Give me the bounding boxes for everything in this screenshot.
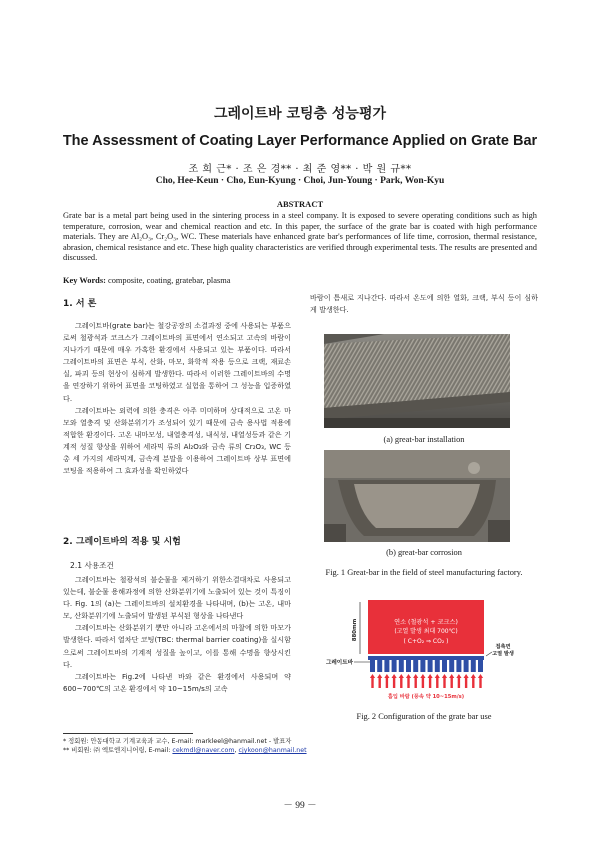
air-arrow-icon xyxy=(384,674,389,688)
footnote-1: * 정회원: 안동대학교 기계교육과 교수, E-mail: markleel@hanmail.net - 발표자 xyxy=(63,738,292,745)
figure-2-diagram xyxy=(326,598,526,702)
air-arrow-icon xyxy=(399,674,404,688)
page-number: － 99 － xyxy=(283,801,317,811)
air-arrow-icon xyxy=(464,674,469,688)
keywords-list: composite, coating, gratebar, plasma xyxy=(105,276,231,285)
grate-bar-tooth xyxy=(420,660,425,672)
grate-bar-tooth xyxy=(392,660,397,672)
air-arrow-icon xyxy=(478,674,483,688)
paper-title-english: The Assessment of Coating Layer Performance Applied on Grate Bar xyxy=(62,133,538,149)
air-arrow-icon xyxy=(392,674,397,688)
paper-title-korean: 그레이트바 코팅층 성능평가 xyxy=(213,106,387,122)
footnotes xyxy=(63,737,537,755)
air-arrow-icon xyxy=(435,674,440,688)
section-2-1-body xyxy=(63,574,291,695)
air-arrow-icon xyxy=(442,674,447,688)
grate-bar-corrosion-image xyxy=(324,450,510,542)
section-1-paragraph-1: 그레이트바(grate bar)는 철강공장의 소결과정 중에 사용되는 부품으로써 철광석과 코크스가 그레이트바의 표면에서 연소되고 고속의 바람이 지나가기 때문에 매우 가혹한 환경에서 사용되고 있는 부품이다. 따라서 그레이트바의 표면은 부식, 산화, 마모, 화학적 작용 등으로 크랙, 재료손실, 파괴 등의 현상이 심하게 발생한다. 따라서 이러한 그레이트바의 수명을 연장하기 위하여 표면을 코팅하였고 실험을 통하여 그 성능을 입증하였다. xyxy=(63,321,291,403)
section-1-body xyxy=(63,320,291,477)
footnote-divider xyxy=(63,733,193,734)
combustion-formula: ( C+O₂ ⇒ CO₂ ) xyxy=(403,638,449,645)
footnote-2-prefix: ** 비회원: ㈜ 엑토엔지니어링, E-mail: xyxy=(63,747,173,754)
air-arrow-icon xyxy=(406,674,411,688)
gratebar-label: 그레이트바 xyxy=(326,660,354,666)
email-link-1[interactable]: cekmdl@naver.com xyxy=(172,747,235,754)
air-arrow-icon xyxy=(456,674,461,688)
grate-bar-tooth xyxy=(413,660,418,672)
grate-bar-tooth xyxy=(471,660,476,672)
photo-grate-bar-corrosion xyxy=(324,450,510,542)
section-1-heading: 1. 서 론 xyxy=(63,299,97,309)
keywords-label: Key Words: xyxy=(63,276,106,285)
authors-korean: 조 희 근* · 조 은 경** · 최 준 영** · 박 원 규** xyxy=(188,164,412,175)
grate-bar-tooth xyxy=(442,660,447,672)
air-arrow-icon xyxy=(413,674,418,688)
footnote-2 xyxy=(63,746,537,755)
section-2-1-paragraph-2: 그레이트바는 산화분위기 뿐만 아니라 고온에서의 마찰에 의한 마모가 발생한다. 따라서 열차단 코팅(TBC: thermal barrier coating)을 실시함으로써 그레이트바의 기계적 성질을 높이고, 이를 통해 수명을 향상시킨다. xyxy=(63,623,291,669)
air-flow-label: 흡입 바람 (풍속 약 10~15m/s) xyxy=(387,694,465,700)
grate-bar-tooth xyxy=(464,660,469,672)
air-arrow-icon xyxy=(471,674,476,688)
combustion-title: 연소 (철광석 + 코크스) xyxy=(394,619,458,626)
grate-bar-tooth xyxy=(428,660,433,672)
air-arrow-icon xyxy=(377,674,382,688)
contact-label-line-2: 고열 발생 xyxy=(492,651,514,657)
grate-bar-tooth xyxy=(456,660,461,672)
right-paragraph: 바람이 틈새로 지나간다. 따라서 온도에 의한 열화, 크랙, 부식 등이 심하게 발생한다. xyxy=(310,293,538,315)
abstract-text: Grate bar is a metal part being used in the sintering process in a steel company. It is exposed to severe operating conditions such as high temperature, corrosion, wear and chemical reaction and etc. In this paper, the surface of the grate bar is coated with high performance materials. They are Al₂O₃, Cr₂O₃, WC. These materials have enhanced grate bar's performances of life time, corrosion, thermal resistance, abrasion, chemical resistance and etc. These high quality characteristics are verified through experimental tests. The results are presented and discussed. xyxy=(63,211,537,263)
grate-bars-row xyxy=(370,660,483,672)
air-arrows-row xyxy=(370,674,483,688)
air-arrow-icon xyxy=(428,674,433,688)
grate-bar-tooth xyxy=(370,660,375,672)
height-label: 880mm xyxy=(352,618,358,642)
grate-bar-configuration-diagram xyxy=(326,598,526,702)
photo-grate-bar-installation xyxy=(324,334,510,428)
section-2-1-paragraph-1: 그레이트바는 철광석의 불순물을 제거하기 위한소결대차로 사용되고 있는데, 불순물 용해과정에 의한 산화분위기에 노출되어 있는 것이 특징이다. Fig. 1의 (a)는 그레이트바의 설치환경을 나타내며, (b)는 고온, 내마모, 산화분위기에 노출되어 발생된 부식된 형상을 나타낸다 xyxy=(63,575,291,621)
grate-bar-tooth xyxy=(377,660,382,672)
email-link-2[interactable]: cjykoon@hanmail.net xyxy=(238,747,307,754)
grate-bar-tooth xyxy=(478,660,483,672)
keywords xyxy=(63,276,537,285)
abstract-heading: ABSTRACT xyxy=(276,199,324,209)
right-column-text xyxy=(310,292,538,316)
section-2-1-paragraph-3: 그레이트바는 Fig.2에 나타낸 바와 같은 환경에서 사용되며 약 600~700℃의 고온 환경에서 약 10~15m/s의 고속 xyxy=(63,671,291,693)
grate-bar-tooth xyxy=(384,660,389,672)
grate-bar-tooth xyxy=(406,660,411,672)
contact-label-line-1: 접촉면 xyxy=(495,644,511,650)
section-2-1-heading: 2.1 사용조건 xyxy=(70,561,114,570)
section-2-heading: 2. 그레이트바의 적용 및 시험 xyxy=(63,537,181,547)
air-arrow-icon xyxy=(420,674,425,688)
air-arrow-icon xyxy=(370,674,375,688)
grate-bar-tooth xyxy=(449,660,454,672)
combustion-subtitle: (고열 발생 최대 700℃) xyxy=(394,628,458,635)
air-arrow-icon xyxy=(449,674,454,688)
footnote-2-separator: , xyxy=(234,747,239,754)
figure-2-caption: Fig. 2 Configuration of the grate bar use xyxy=(356,712,492,721)
grate-bar-tooth xyxy=(399,660,404,672)
figure-1a-caption: (a) great-bar installation xyxy=(383,435,465,444)
grate-bar-installation-image xyxy=(324,334,510,428)
figure-1-caption: Fig. 1 Great-bar in the field of steel manufacturing factory. xyxy=(325,568,523,577)
grate-bar-tooth xyxy=(435,660,440,672)
combustion-zone xyxy=(368,600,484,654)
authors-english: Cho, Hee-Keun · Cho, Eun-Kyung · Choi, Jun-Young · Park, Won-Kyu xyxy=(155,176,445,186)
section-1-paragraph-2: 그레이트바는 외력에 의한 충격은 아주 미미하며 상대적으로 고온 마모와 열충격 및 산화분위기가 조성되어 있기 때문에 금속 용사법 적용에 적합한 환경이다. 고온 내마모성, 내열충격성, 내식성, 내열성등과 같은 기계적 성질 향상을 위하여 세라믹 류의 Al₂O₃와 금속 류의 Cr₂O₃, WC 등 총 세 가지의 세라믹계, 금속계 분말을 이용하여 그레이트바 상부 표면에 코팅을 적용하여 그 효과성을 확인하였다 xyxy=(63,405,291,476)
figure-1b-caption: (b) great-bar corrosion xyxy=(386,548,462,557)
